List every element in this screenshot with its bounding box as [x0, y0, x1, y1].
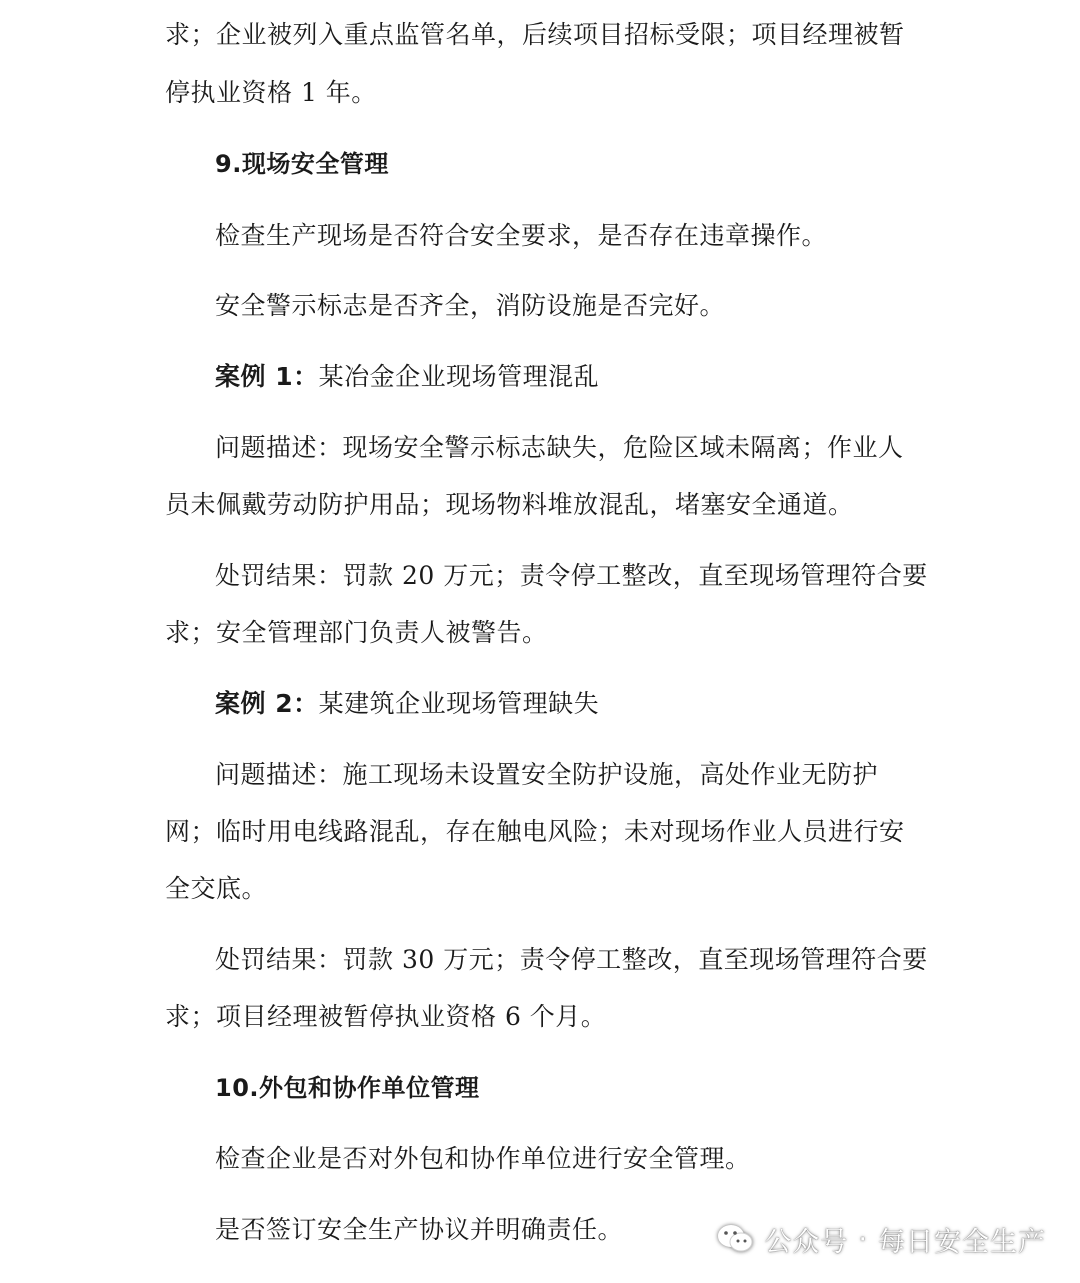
account-watermark [716, 1219, 1046, 1259]
paragraph-line: 问题描述：施工现场未设置安全防护设施，高处作业无防护 [215, 760, 879, 789]
watermark-account: 每日安全生产 [878, 1226, 1046, 1258]
paragraph-line: 检查生产现场是否符合安全要求，是否存在违章操作。 [215, 221, 828, 250]
section-heading: 9.现场安全管理 [215, 150, 389, 178]
paragraph-line: 求；安全管理部门负责人被警告。 [165, 618, 548, 647]
case-name: 某冶金企业现场管理混乱 [318, 362, 600, 391]
case-title [215, 687, 599, 721]
paragraph-line: 检查企业是否对外包和协作单位进行安全管理。 [215, 1144, 751, 1173]
paragraph-line: 安全警示标志是否齐全，消防设施是否完好。 [215, 291, 726, 320]
paragraph-line: 求；项目经理被暂停执业资格 6 个月。 [165, 1002, 607, 1031]
watermark-platform: 公众号 [764, 1226, 849, 1258]
case-title [215, 360, 599, 394]
paragraph-line: 网；临时用电线路混乱，存在触电风险；未对现场作业人员进行安 [165, 817, 905, 846]
watermark-separator: · [858, 1223, 868, 1255]
paragraph-line: 问题描述：现场安全警示标志缺失，危险区域未隔离；作业人 [215, 433, 904, 462]
case-name: 某建筑企业现场管理缺失 [318, 689, 600, 718]
case-label: 案例 2： [215, 689, 319, 718]
paragraph-line: 求；企业被列入重点监管名单，后续项目招标受限；项目经理被暂 [165, 20, 905, 49]
paragraph-line: 是否签订安全生产协议并明确责任。 [215, 1215, 624, 1244]
case-label: 案例 1： [215, 362, 319, 391]
paragraph-line: 全交底。 [165, 874, 268, 903]
paragraph-line: 处罚结果：罚款 20 万元；责令停工整改，直至现场管理符合要 [215, 561, 928, 590]
paragraph-line: 停执业资格 1 年。 [165, 78, 377, 107]
section-heading: 10.外包和协作单位管理 [215, 1074, 480, 1102]
paragraph-line: 员未佩戴劳动防护用品；现场物料堆放混乱，堵塞安全通道。 [165, 490, 854, 519]
paragraph-line: 处罚结果：罚款 30 万元；责令停工整改，直至现场管理符合要 [215, 945, 928, 974]
wechat-official-account-icon [716, 1222, 754, 1256]
